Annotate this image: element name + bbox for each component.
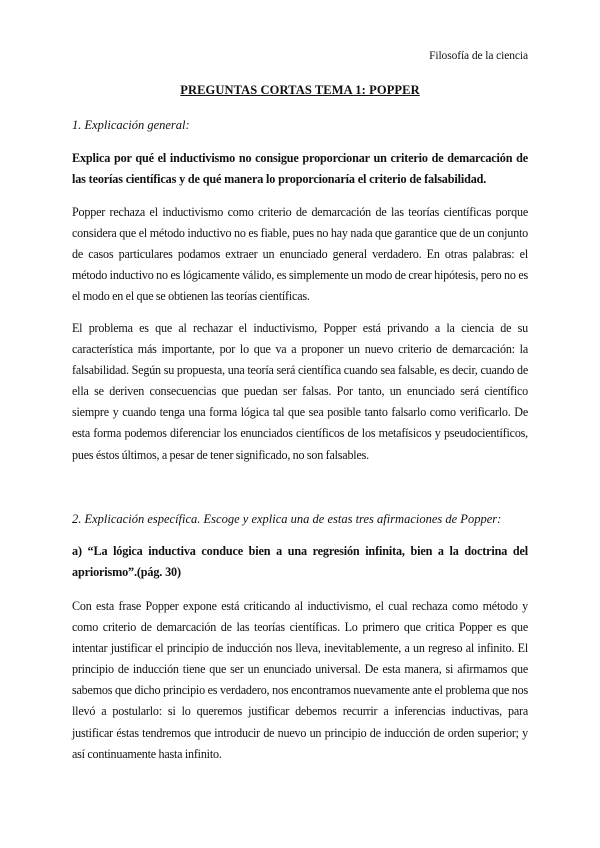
section-1-heading: 1. Explicación general:: [72, 118, 190, 132]
course-header: Filosofía de la ciencia: [429, 50, 528, 62]
section-1-question: Explica por qué el inductivismo no consigue proporcionar un criterio de demarcación de las teorías científicas y de qué manera lo proporcionaría el criterio de falsabilidad.: [72, 151, 528, 186]
section-2-paragraph-1: Con esta frase Popper expone está criticando al inductivismo, el cual rechaza como método y como criterio de demarcación de las teorías científicas. Lo primero que critica Popper es que intentar justificar el principio de inducción nos lleva, inevitablemente, a un regreso al infinito. El principio de inducción tiene que ser un enunciado universal. De esta manera, si afirmamos que sabemos que dicho principio es verdadero, nos encontramos nuevamente ante el problema que nos llevó a postularlo: si lo queremos justificar debemos recurrir a inferencias inductivas, para justificar éstas tendremos que introducir de nuevo un principio de inducción de orden superior; y así continuamente hasta infinito.: [72, 599, 528, 761]
section-2-heading: 2. Explicación específica. Escoge y explica una de estas tres afirmaciones de Popper:: [72, 512, 502, 526]
section-1-paragraph-2: El problema es que al rechazar el inductivismo, Popper está privando a la ciencia de su característica más importante, por lo que va a proponer un nuevo criterio de demarcación: la falsabilidad. Según su propuesta, una teoría será científica cuando sea falsable, es decir, cuando de ella se deriven consecuencias que puedan ser falsas. Por tanto, un enunciado será científico siempre y cuando tenga una forma lógica tal que sea posible tanto falsarlo como verificarlo. De esta forma podemos diferenciar los enunciados científicos de los metafísicos y pseudocientíficos, pues éstos últimos, a pesar de tener significado, no son falsables.: [72, 321, 528, 462]
section-2-question: a) “La lógica inductiva conduce bien a una regresión infinita, bien a la doctrina del apriorismo”.(pág. 30): [72, 544, 528, 579]
page-title: PREGUNTAS CORTAS TEMA 1: POPPER: [180, 83, 420, 97]
section-1-paragraph-1: Popper rechaza el inductivismo como criterio de demarcación de las teorías científicas porque considera que el método inductivo no es fiable, pues no hay nada que garantice que de un conjunto de casos particulares podamos extraer un enunciado general verdadero. En otras palabras: el método inductivo no es lógicamente válido, es simplemente un modo de crear hipótesis, pero no es el modo en el que se obtienen las teorías científicas.: [72, 205, 528, 304]
